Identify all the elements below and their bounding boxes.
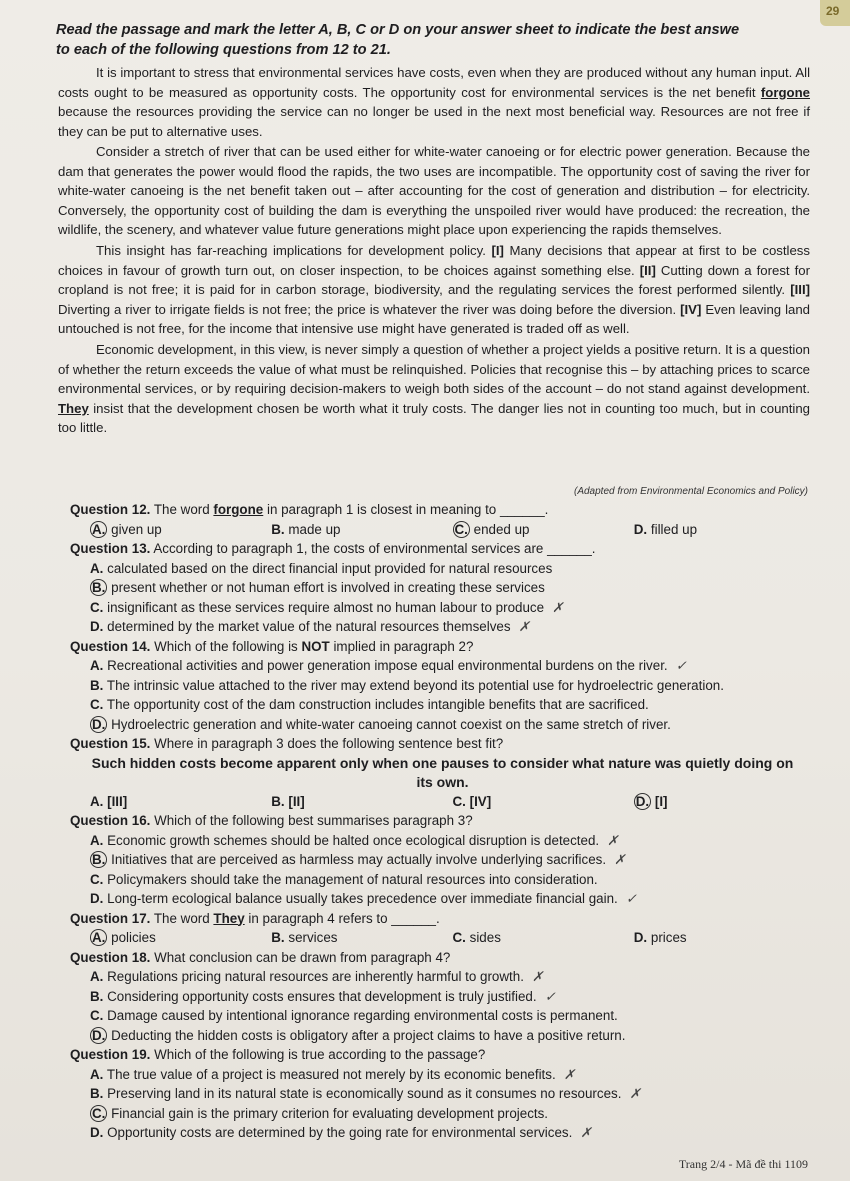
stem-text: implied in paragraph 2?: [329, 638, 474, 654]
option-text: Hydroelectric generation and white-water canoeing cannot coexist on the same stretch of river.: [107, 716, 671, 732]
question-number: Question 18.: [70, 949, 151, 965]
option-letter: C.: [90, 599, 104, 615]
question-14: [70, 637, 815, 735]
option-letter: A.: [90, 1066, 104, 1082]
question-17-options: [70, 928, 815, 948]
option-letter: C.: [454, 521, 468, 537]
option-letter: A.: [90, 969, 104, 984]
stem-text: According to paragraph 1, the costs of environmental services are ______.: [150, 541, 596, 556]
option-c[interactable]: [70, 870, 815, 890]
p3-text-b: Many decisions that appear at first to be costless choices in favour of growth turn out, on closer inspection, to be choices against something else.: [58, 243, 810, 278]
option-text: policies: [107, 930, 156, 945]
option-text: The true value of a project is measured not merely by its economic benefits.: [103, 1066, 556, 1082]
paragraph-1: [58, 63, 810, 141]
option-b[interactable]: [271, 520, 452, 540]
p3-text-c: Cutting down a forest for cropland is not free; it is paid for in carbon storage, biodiversity, and the regulating services the forest performed silently.: [58, 262, 810, 298]
option-b[interactable]: [70, 1084, 815, 1104]
option-text: Financial gain is the primary criterion for evaluating development projects.: [107, 1105, 549, 1121]
option-letter: B.: [271, 521, 285, 537]
option-letter: C.: [92, 1105, 106, 1121]
paragraph-4: [58, 340, 810, 438]
p4-text-a: Economic development, in this view, is never simply a question of whether a project yields a positive return. It is a question of whether the return exceeds the value of what must be relinquished. Policies that recognise this – by attaching prices to scarce environmental services, or by requiring decision-makers to weigh both sides of the account – do not stand against development.: [58, 342, 810, 397]
question-number: Question 15.: [70, 736, 151, 751]
question-19-stem: [70, 1045, 815, 1065]
underlined-word-they: They: [58, 400, 89, 416]
option-letter: A.: [90, 560, 104, 576]
handwritten-cross-icon: ✗: [563, 1066, 575, 1082]
option-letter: D.: [633, 521, 648, 537]
marker-4: [IV]: [680, 301, 702, 317]
stem-keyword: They: [213, 910, 245, 926]
question-17: [70, 909, 815, 948]
question-13: [70, 539, 815, 637]
option-letter: C.: [90, 697, 104, 712]
option-letter: B.: [271, 930, 285, 945]
option-c[interactable]: [70, 695, 815, 715]
option-letter: B.: [90, 1086, 104, 1101]
question-15-stem: [70, 734, 815, 754]
option-letter: D.: [635, 793, 650, 809]
handwritten-check-icon: ✓: [675, 658, 687, 673]
option-letter: B.: [92, 852, 106, 867]
handwritten-cross-icon: ✗: [518, 619, 530, 634]
stem-text: in paragraph 4 refers to ______.: [244, 910, 440, 926]
question-17-stem: [70, 909, 815, 929]
question-number: Question 17.: [70, 910, 151, 926]
option-letter: D.: [90, 619, 104, 634]
p3-text-e: Even leaving land untouched is not free, for the income that intensive use might have generated is traded off as well.: [58, 301, 810, 337]
stem-text: in paragraph 1 is closest in meaning to ______.: [263, 502, 549, 517]
option-letter: D.: [92, 1027, 106, 1043]
stem-text: What conclusion can be drawn from paragraph 4?: [150, 949, 451, 965]
question-18: [70, 948, 815, 1046]
option-a[interactable]: [70, 559, 815, 579]
option-c[interactable]: [453, 928, 634, 948]
option-c[interactable]: [70, 1104, 815, 1124]
paragraph-3: [58, 241, 810, 339]
option-text: made up: [284, 521, 341, 537]
paragraph-2: Consider a stretch of river that can be used either for white-water canoeing or for electric power generation. Because the dam that generates the power would flood the rapids, the two uses are incompatible. The opportunity cost of saving the river for white-water canoeing is the net benefit taken out – after accounting for the cost of generation and distribution – for electricity. Conversely, the opportunity cost of building the dam is everything the unspoiled river would have produced: the recreation, the wildlife, the scenery, and whatever value future generations might place upon experiencing the rapids themselves.: [58, 144, 810, 238]
option-letter: B.: [90, 988, 104, 1004]
instruction: [56, 20, 836, 60]
question-number: Question 19.: [70, 1047, 151, 1062]
option-text: The intrinsic value attached to the river may extend beyond its potential use for hydroelectric generation.: [103, 677, 724, 693]
option-text: filled up: [647, 521, 698, 537]
option-text: calculated based on the direct financial input provided for natural resources: [103, 560, 553, 576]
question-14-stem: [70, 637, 815, 657]
option-d[interactable]: [70, 1026, 815, 1046]
question-18-stem: [70, 948, 815, 968]
question-13-stem: [70, 539, 815, 559]
option-d[interactable]: [70, 1123, 815, 1143]
option-text: determined by the market value of the natural resources themselves: [103, 619, 511, 634]
option-letter: A.: [90, 793, 104, 809]
option-c[interactable]: [453, 792, 634, 812]
option-text: [II]: [284, 793, 305, 809]
option-text: given up: [107, 521, 162, 537]
option-letter: B.: [90, 677, 104, 693]
stem-keyword: forgone: [213, 502, 264, 517]
source-citation: (Adapted from Environmental Economics and Policy): [574, 486, 808, 497]
option-text: present whether or not human effort is involved in creating these services: [107, 580, 545, 595]
p1-text-b: because the resources providing the service can no longer be used in the next most beneficial way. Resources are not free if they can be put to alternative uses.: [58, 104, 810, 139]
option-letter: C.: [452, 930, 466, 945]
reading-passage: [58, 63, 810, 439]
option-text: Long-term ecological balance usually takes precedence over immediate financial gain.: [103, 891, 618, 906]
insert-sentence: Such hidden costs become apparent only when one pauses to consider what nature was quietly doing on its own.: [91, 754, 794, 790]
marker-2: [II]: [639, 262, 656, 278]
marker-1: [I]: [491, 243, 504, 259]
question-15: [70, 734, 815, 811]
stem-keyword: NOT: [301, 638, 330, 654]
p1-text-a: It is important to stress that environmental services have costs, even when they are produced without any human input. All costs ought to be measured as opportunity costs. The opportunity cost for environmental services is the net benefit: [58, 65, 810, 100]
option-d[interactable]: [634, 792, 815, 812]
option-b[interactable]: [70, 987, 815, 1007]
option-text: Regulations pricing natural resources are inherently harmful to growth.: [103, 969, 524, 984]
option-letter: A.: [92, 521, 106, 537]
option-letter: A.: [90, 832, 104, 848]
option-d[interactable]: [634, 520, 815, 540]
option-d[interactable]: [634, 928, 815, 948]
stem-text: The word: [150, 502, 214, 517]
option-letter: B.: [271, 793, 285, 809]
option-text: services: [284, 930, 338, 945]
option-text: Policymakers should take the management of natural resources into consideration.: [103, 871, 598, 887]
option-c[interactable]: [453, 520, 634, 540]
option-letter: A.: [92, 930, 106, 945]
option-text: [I]: [651, 793, 668, 809]
page-footer: Trang 2/4 - Mã đề thi 1109: [678, 1157, 808, 1171]
option-text: Damage caused by intentional ignorance regarding environmental costs is permanent.: [103, 1008, 618, 1023]
option-text: sides: [465, 930, 501, 945]
option-a[interactable]: [90, 928, 271, 948]
handwritten-cross-icon: ✗: [580, 1125, 592, 1140]
option-text: insignificant as these services require almost no human labour to produce: [103, 599, 545, 615]
option-letter: B.: [92, 580, 106, 595]
question-16: [70, 811, 815, 909]
option-d[interactable]: [70, 617, 815, 637]
instruction-line-1: Read the passage and mark the letter A, B, C or D on your answer sheet to indicate the best answe: [56, 22, 740, 38]
option-text: Economic growth schemes should be halted once ecological disruption is detected.: [103, 832, 600, 848]
option-b[interactable]: [70, 850, 815, 870]
option-d[interactable]: [70, 889, 815, 909]
option-letter: C.: [90, 1008, 104, 1023]
option-a[interactable]: [90, 520, 271, 540]
option-letter: D.: [92, 716, 106, 732]
option-text: Opportunity costs are determined by the going rate for environmental services.: [103, 1125, 573, 1140]
stem-text: Which of the following is true according to the passage?: [150, 1047, 486, 1062]
question-12: [70, 500, 815, 539]
option-letter: A.: [90, 658, 104, 673]
option-b[interactable]: [70, 578, 815, 598]
option-text: Deducting the hidden costs is obligatory after a project claims to have a positive return.: [107, 1027, 626, 1043]
option-text: Initiatives that are perceived as harmless may actually involve underlying sacrifices.: [107, 852, 607, 867]
question-number: Question 16.: [70, 813, 151, 828]
handwritten-check-icon: ✓: [544, 988, 556, 1004]
option-b[interactable]: [271, 928, 452, 948]
questions: [70, 500, 815, 1143]
instruction-line-2: to each of the following questions from 12 to 21.: [56, 42, 391, 58]
option-letter: D.: [633, 930, 648, 945]
handwritten-cross-icon: ✗: [629, 1086, 641, 1101]
option-d[interactable]: [70, 715, 815, 735]
handwritten-cross-icon: ✗: [531, 969, 544, 984]
underlined-word-forgone: forgone: [760, 84, 810, 100]
question-number: Question 14.: [70, 638, 151, 654]
option-text: Preserving land in its natural state is economically sound as it consumes no resources.: [103, 1086, 622, 1101]
option-c[interactable]: [70, 598, 815, 618]
marker-3: [III]: [790, 282, 810, 298]
p4-text-b: insist that the development chosen be worth what it truly costs. The danger lies not in counting too much, but in counting too little.: [58, 400, 810, 436]
option-text: prices: [647, 930, 687, 945]
option-text: [III]: [103, 793, 128, 809]
handwritten-check-icon: ✓: [625, 891, 637, 906]
option-b[interactable]: [271, 792, 452, 812]
option-c[interactable]: [70, 1006, 815, 1026]
option-a[interactable]: [70, 1065, 815, 1085]
option-a[interactable]: [90, 792, 271, 812]
question-12-stem: [70, 500, 815, 520]
stem-text: The word: [150, 910, 214, 926]
handwritten-cross-icon: ✗: [552, 599, 564, 615]
question-number: Question 13.: [70, 541, 151, 556]
corner-tag-text: 29: [826, 4, 840, 18]
option-text: [IV]: [465, 793, 492, 809]
option-text: The opportunity cost of the dam construction includes intangible benefits that are sacrificed.: [103, 697, 649, 712]
option-a[interactable]: [70, 967, 815, 987]
option-text: ended up: [469, 521, 530, 537]
option-letter: D.: [90, 1125, 104, 1140]
option-text: Considering opportunity costs ensures that development is truly justified.: [103, 988, 537, 1004]
option-a[interactable]: [70, 831, 815, 851]
stem-text: Where in paragraph 3 does the following sentence best fit?: [150, 736, 504, 751]
question-19: [70, 1045, 815, 1143]
option-letter: C.: [90, 871, 104, 887]
question-15-options: [70, 792, 815, 812]
stem-text: Which of the following best summarises paragraph 3?: [150, 813, 473, 828]
question-12-options: [70, 520, 815, 540]
option-text: Recreational activities and power generation impose equal environmental burdens on the river.: [103, 658, 668, 673]
handwritten-cross-icon: ✗: [614, 852, 626, 867]
option-a[interactable]: [70, 656, 815, 676]
question-16-stem: [70, 811, 815, 831]
question-number: Question 12.: [70, 502, 151, 517]
option-letter: D.: [90, 891, 104, 906]
handwritten-cross-icon: ✗: [607, 832, 619, 848]
p3-text-a: This insight has far-reaching implications for development policy.: [96, 243, 492, 259]
option-letter: C.: [452, 793, 466, 809]
stem-text: Which of the following is: [150, 638, 302, 654]
option-b[interactable]: [70, 676, 815, 696]
p3-text-d: Diverting a river to irrigate fields is not free; the price is whatever the river was doing before the diversion.: [58, 301, 681, 317]
